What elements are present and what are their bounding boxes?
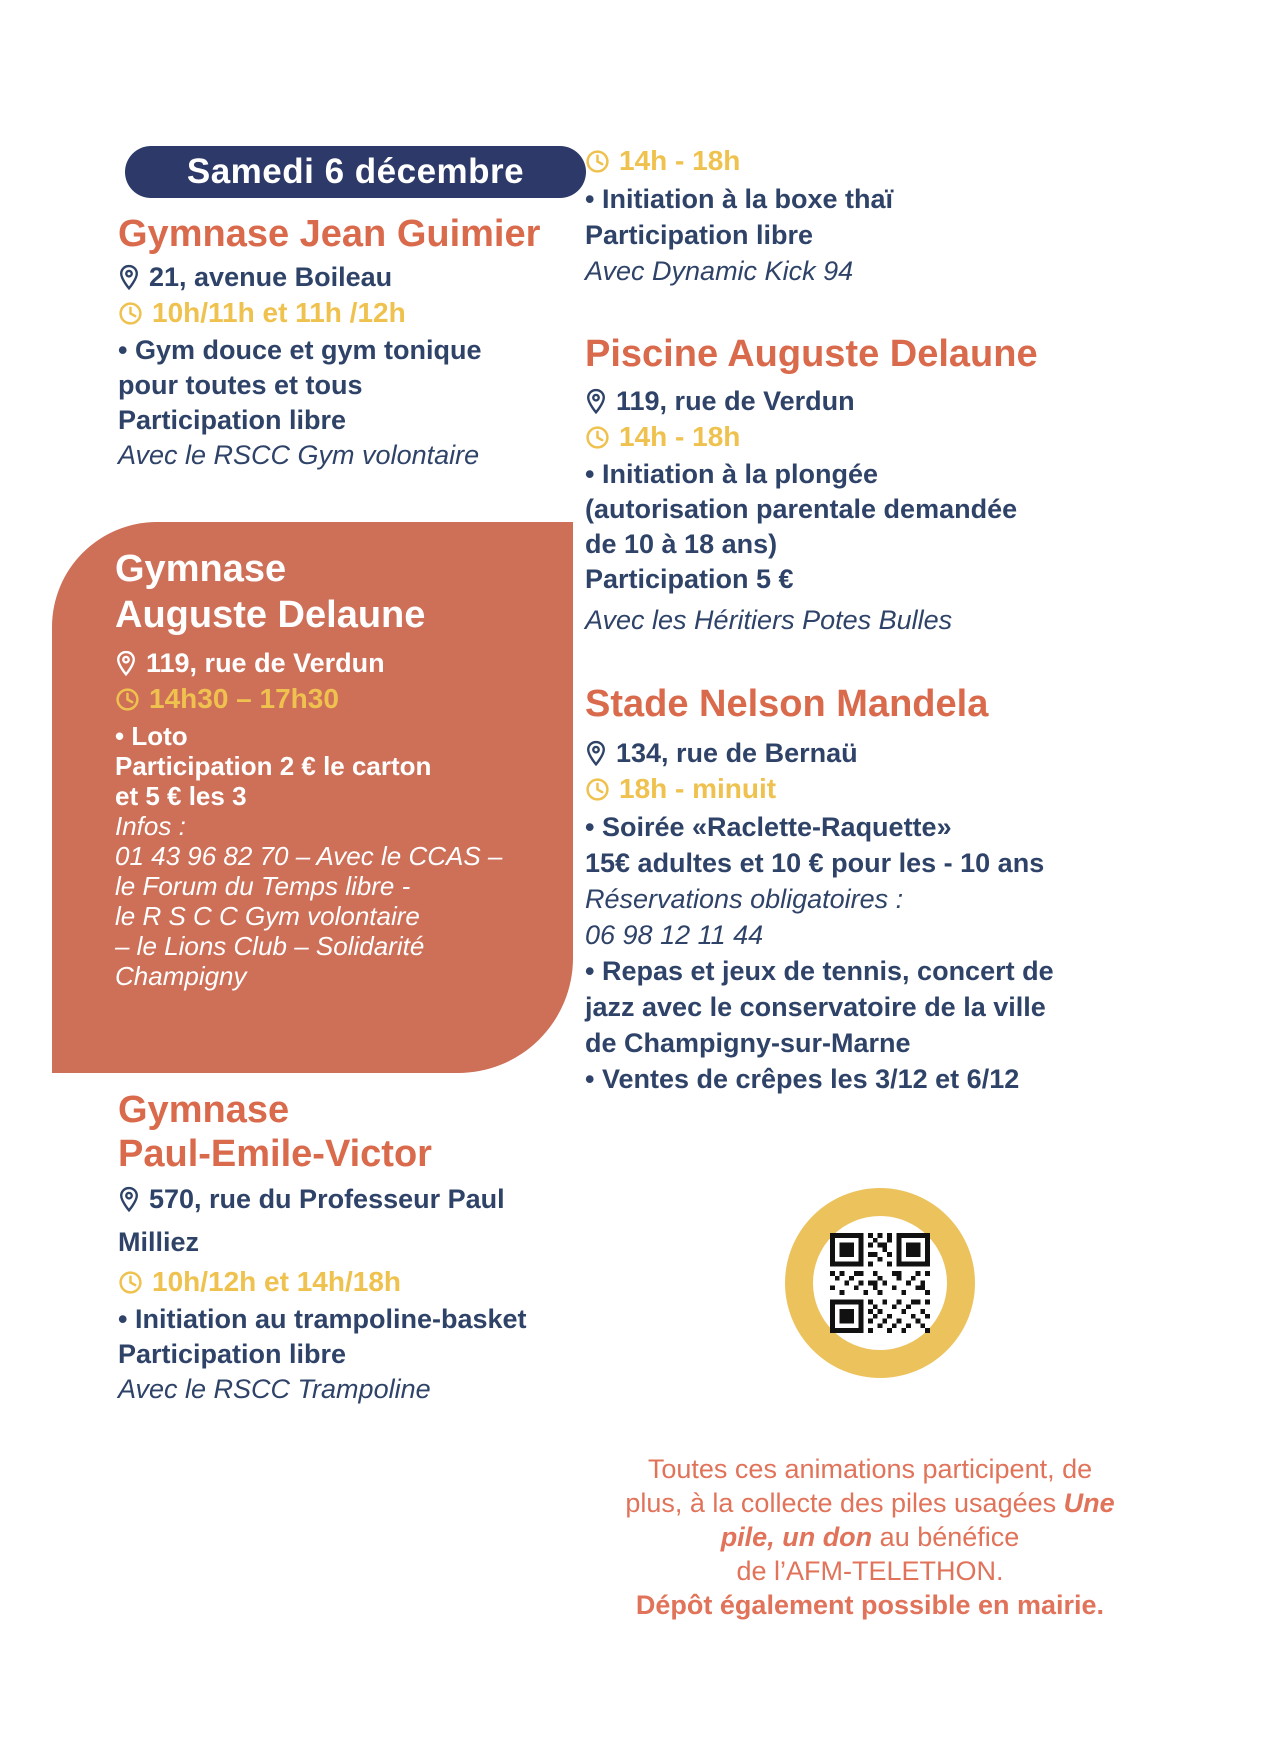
event-info-line: le R S C C Gym volontaire: [115, 901, 420, 931]
event-detail-line: • Gym douce et gym tonique: [118, 335, 482, 365]
address-row: [585, 386, 1155, 417]
section-gymnase-auguste-delaune: [52, 522, 573, 1073]
section-boxe-thai: [585, 145, 1155, 289]
footer-note: [575, 1452, 1165, 1622]
footer-emphasis: Une: [1063, 1488, 1115, 1518]
venue-time: 10h/12h et 14h/18h: [152, 1266, 402, 1297]
footer-line: de l’AFM-TELETHON.: [736, 1556, 1004, 1586]
venue-title-line2: Paul-Emile-Victor: [118, 1133, 432, 1175]
venue-time: 14h - 18h: [619, 145, 741, 176]
clock-icon: [585, 777, 610, 802]
venue-title: Gymnase: [115, 548, 287, 590]
event-detail-line: Participation libre: [118, 1339, 347, 1369]
time-row: [118, 1266, 598, 1298]
address-row: [585, 738, 1175, 769]
time-row: [585, 421, 1155, 453]
time-row: [585, 145, 1155, 177]
time-row: [115, 683, 557, 715]
venue-address: 570, rue du Professeur Paul: [149, 1184, 505, 1214]
event-detail-line: • Initiation à la boxe thaï: [585, 184, 893, 214]
event-detail-line: de 10 à 18 ans): [585, 529, 778, 559]
qr-code: [830, 1233, 930, 1333]
event-detail-line: • Initiation à la plongée: [585, 459, 878, 489]
venue-title-line2: Auguste Delaune: [115, 594, 426, 636]
venue-time: 10h/11h et 11h /12h: [152, 297, 406, 328]
venue-address: 119, rue de Verdun: [616, 386, 855, 416]
footer-line: [575, 1486, 1165, 1520]
event-detail-line: • Loto: [115, 721, 188, 751]
event-info-line: 01 43 96 82 70 – Avec le CCAS –: [115, 841, 503, 871]
venue-address: 134, rue de Bernaü: [616, 738, 858, 768]
venue-title: Stade Nelson Mandela: [585, 683, 989, 725]
venue-address: 119, rue de Verdun: [146, 648, 385, 678]
clock-icon: [118, 301, 143, 326]
footer-emphasis: pile, un don: [720, 1522, 873, 1552]
event-detail-line: 15€ adultes et 10 € pour les - 10 ans: [585, 848, 1045, 878]
event-organizer-line: Avec le RSCC Trampoline: [118, 1374, 431, 1404]
venue-title: Piscine Auguste Delaune: [585, 333, 1038, 375]
event-organizer-line: Avec Dynamic Kick 94: [585, 256, 854, 286]
clock-icon: [585, 425, 610, 450]
qr-white-circle: [813, 1216, 947, 1350]
event-detail-line: de Champigny-sur-Marne: [585, 1028, 911, 1058]
event-detail-line: Participation libre: [118, 405, 347, 435]
clock-icon: [585, 149, 610, 174]
event-detail-line: Participation libre: [585, 220, 814, 250]
event-detail-line: Participation 2 € le carton: [115, 751, 432, 781]
address-row: [115, 648, 557, 679]
venue-address: 21, avenue Boileau: [149, 262, 393, 292]
address-row: [118, 262, 598, 293]
event-detail-line: et 5 € les 3: [115, 781, 247, 811]
footer-depot-line: Dépôt également possible en mairie.: [635, 1590, 1105, 1620]
event-info-line: Infos :: [115, 811, 186, 841]
map-pin-icon: [115, 650, 137, 677]
venue-time: 14h - 18h: [619, 421, 741, 452]
section-gymnase-paul-emile-victor: [118, 1088, 598, 1407]
event-info-line: Champigny: [115, 961, 247, 991]
event-info-line: 06 98 12 11 44: [585, 920, 764, 950]
time-row: [585, 773, 1175, 805]
map-pin-icon: [585, 388, 607, 415]
event-detail-line: • Ventes de crêpes les 3/12 et 6/12: [585, 1064, 1020, 1094]
venue-time: 14h30 – 17h30: [149, 683, 339, 714]
clock-icon: [118, 1270, 143, 1295]
address-row: [118, 1184, 598, 1215]
section-piscine-auguste-delaune: [585, 332, 1155, 638]
venue-title: Gymnase Jean Guimier: [118, 213, 541, 255]
clock-icon: [115, 687, 140, 712]
event-info-line: Réservations obligatoires :: [585, 884, 904, 914]
footer-line: [575, 1520, 1165, 1554]
map-pin-icon: [585, 740, 607, 767]
event-detail-line: (autorisation parentale demandée: [585, 494, 1018, 524]
event-organizer-line: Avec le RSCC Gym volontaire: [118, 440, 480, 470]
venue-address-line2: Milliez: [118, 1227, 200, 1257]
qr-medallion: [785, 1188, 975, 1378]
footer-text: plus, à la collecte des piles usagées: [625, 1488, 1064, 1518]
time-row: [118, 297, 598, 329]
date-badge-label: Samedi 6 décembre: [186, 152, 525, 191]
event-info-line: – le Lions Club – Solidarité: [115, 931, 425, 961]
section-stade-nelson-mandela: [585, 682, 1175, 1097]
event-detail-line: • Repas et jeux de tennis, concert de: [585, 956, 1054, 986]
event-info-line: le Forum du Temps libre -: [115, 871, 411, 901]
event-detail-line: • Soirée «Raclette-Raquette»: [585, 812, 952, 842]
footer-text: au bénéfice: [872, 1522, 1020, 1552]
section-gymnase-jean-guimier: [118, 212, 598, 473]
footer-line: Toutes ces animations participent, de: [647, 1454, 1093, 1484]
event-detail-line: • Initiation au trampoline-basket: [118, 1304, 527, 1334]
venue-time: 18h - minuit: [619, 773, 777, 804]
event-organizer-line: Avec les Héritiers Potes Bulles: [585, 605, 953, 635]
event-detail-line: pour toutes et tous: [118, 370, 363, 400]
event-detail-line: Participation 5 €: [585, 564, 794, 594]
venue-title: Gymnase: [118, 1089, 290, 1131]
date-badge: [125, 146, 586, 198]
event-detail-line: jazz avec le conservatoire de la ville: [585, 992, 1046, 1022]
map-pin-icon: [118, 1186, 140, 1213]
map-pin-icon: [118, 264, 140, 291]
